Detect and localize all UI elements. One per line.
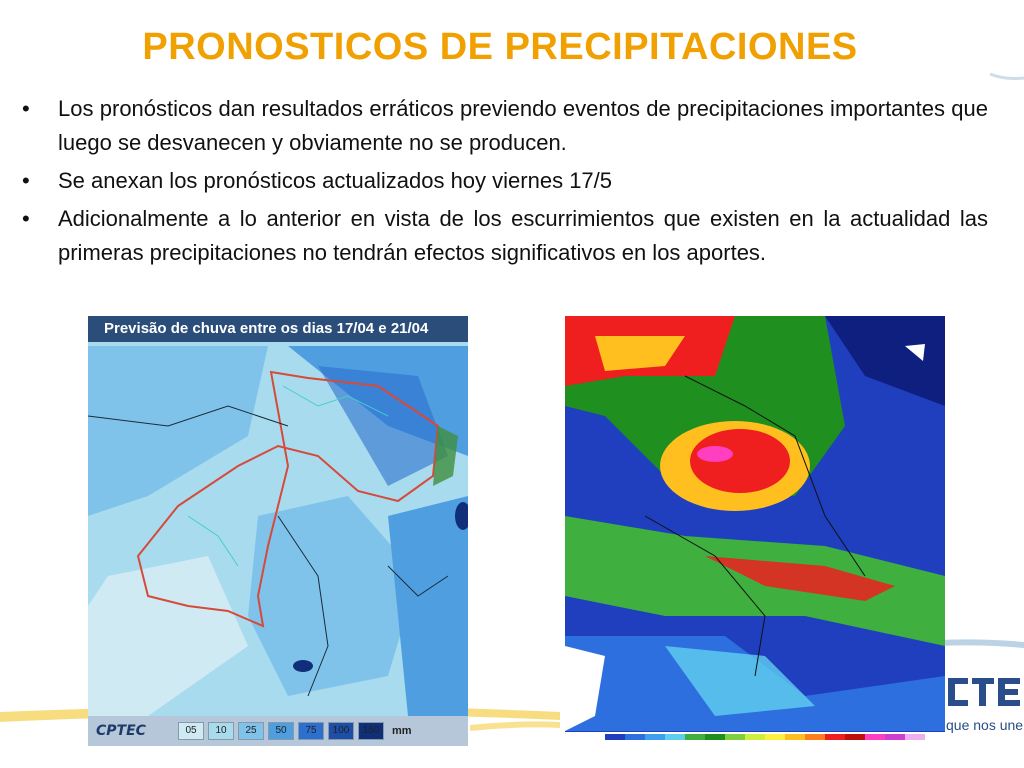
slide-title: PRONOSTICOS DE PRECIPITACIONES — [142, 26, 858, 68]
colorbar-segment — [585, 734, 605, 740]
map-header: Previsão de chuva entre os dias 17/04 e 21/04 — [88, 316, 468, 342]
legend-swatch: 50 — [268, 722, 294, 740]
legend-swatch: 25 — [238, 722, 264, 740]
bullet-item — [22, 202, 988, 270]
colorbar-segment — [805, 734, 825, 740]
colorbar-segment — [685, 734, 705, 740]
bullet-text: Los pronósticos dan resultados erráticos previendo eventos de precipitaciones importantes que luego se desvanecen y obviamente no se producen. — [58, 96, 988, 155]
colorbar-segment — [845, 734, 865, 740]
colorbar-segment — [785, 734, 805, 740]
colorbar-segment — [725, 734, 745, 740]
legend-swatch: 75 — [298, 722, 324, 740]
bullet-text: Se anexan los pronósticos actualizados hoy viernes 17/5 — [58, 168, 613, 193]
colorbar-segment — [705, 734, 725, 740]
colorbar-segment — [865, 734, 885, 740]
colorbar-segment — [825, 734, 845, 740]
bullet-list — [22, 92, 988, 274]
colorbar-segment — [745, 734, 765, 740]
company-slogan: que nos une — [946, 717, 1024, 733]
colorbar-segment — [765, 734, 785, 740]
precipitation-map-model — [565, 316, 945, 746]
bullet-item — [22, 92, 988, 160]
bullet-marker: • — [22, 168, 30, 193]
map-footer — [88, 716, 468, 746]
bullet-marker: • — [22, 96, 30, 121]
precipitation-colorbar — [565, 732, 945, 746]
colorbar-segment — [645, 734, 665, 740]
legend-swatch: 05 — [178, 722, 204, 740]
colorbar-segment — [625, 734, 645, 740]
legend-unit: mm — [392, 725, 412, 737]
colorbar-segment — [885, 734, 905, 740]
colorbar-segment — [605, 734, 625, 740]
cptec-logo: CPTEC — [96, 723, 146, 739]
map-image-left — [88, 316, 468, 746]
colorbar-segment — [665, 734, 685, 740]
map-image-right — [565, 316, 945, 746]
precipitation-map-cptec — [88, 316, 468, 746]
legend-swatch: 100 — [328, 722, 354, 740]
bullet-text: Adicionalmente a lo anterior en vista de los escurrimientos que existen en la actualidad las primeras precipitaciones no tendrán efectos significativos en los aportes. — [58, 206, 988, 265]
bullet-marker: • — [22, 206, 30, 231]
legend-swatch: 10 — [208, 722, 234, 740]
bullet-item — [22, 164, 988, 198]
company-logo — [944, 672, 1024, 712]
colorbar-segment — [905, 734, 925, 740]
precipitation-legend — [178, 722, 412, 740]
legend-swatch: 150 — [358, 722, 384, 740]
